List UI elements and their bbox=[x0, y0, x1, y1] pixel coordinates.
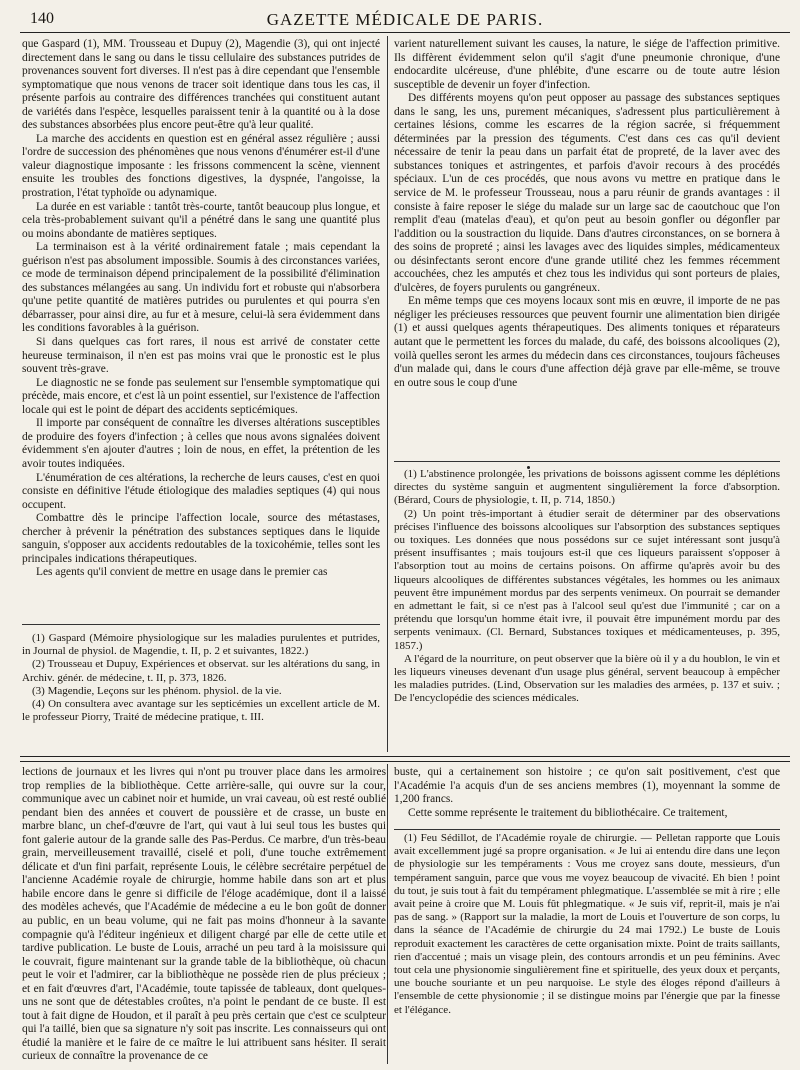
paragraph: Cette somme représente le traitement du bibliothécaire. Ce traitement, bbox=[408, 806, 728, 819]
paragraph: Combattre dès le principe l'affection locale, source des métastases, chercher à prévenir la pénétration des substances septiques dans le liquide sanguin, s'opposer aux accidents redoutables de la toxicohémie, telles sont les principales indications thérapeutiques. bbox=[22, 512, 380, 565]
column-lower-right bbox=[394, 766, 780, 826]
paragraph: varient naturellement suivant les causes, la nature, le siége de l'affection primitive. Ils diffèrent évidemment selon qu'il s'agit d'une pneumonie chronique, d'une endocardite ulcéreuse, d'une phlébite, d'une escarre ou de toute autre lésion susceptible de devenir un foyer d'infection. bbox=[394, 38, 780, 91]
section-divider bbox=[20, 756, 790, 762]
paragraph: lections de journaux et les livres qui n'ont pu trouver place dans les armoires trop remplies de la bibliothèque. Cette arrière-salle, qui ouvre sur la cour, communique avec un cabinet noir et humide, un vrai caveau, où est resté oublié pendant bien des années et couvert de poussière et de crasse, un buste en marbre blanc, un chef-d'œuvre de l'art, qui vaut à lui seul tous les bustes qui font galerie autour de la grande salle des Pas-Perdus. Ce marbre, d'un très-beau grain, merveilleusement travaillé, ciselé et poli, d'une touche extrêmement délicate et d'un fini parfait, représente Louis, le célèbre secrétaire perpétuel de l'ancienne Académie royale de chirurgie, homme habile dans son art et plus habile encore dans le genre si difficile de l'éloge académique, dont il a laissé des modèles achevés, que l'Académie de médecine a eu le bon goût de donner au public, en un beau volume, qui ne fait pas moins d'honneur à la savante compagnie qu'à l'éditeur ingénieux et diligent chargé par elle de cette utile et tardive publication. Le buste de Louis, arraché un peu tard à la moisissure qui le couvrait, figure maintenant sur la grande table de la bibliothèque, où chacun peut le voir et l'admirer, car la bibliothèque ne possède rien de plus précieux ; et en fait d'œuvres d'art, l'Académie, toute tapissée de tableaux, dont quelques-uns ne sont que de détestables croûtes, n'a point le pendant de ce buste. Il est tout à fait digne de Houdon, et il paraît à peu près certain que c'est ce sculpteur qui l'a taillé, bien que sa signature n'y soit pas inscrite. Les connaisseurs qui ont étudié la manière et le faire de ce maître le lui attribuent sans hésiter. Il serait curieux de connaître la provenance de ce bbox=[22, 766, 386, 1062]
footnotes-lower-right bbox=[394, 832, 780, 1062]
footnote-separator bbox=[394, 461, 780, 462]
column-upper-right bbox=[394, 38, 780, 458]
footnote: (2) Trousseau et Dupuy, Expériences et observat. sur les altérations du sang, in Archiv. génér. de médecine, t. II, p. 373, 1826. bbox=[22, 658, 380, 684]
paragraph: Si dans quelques cas fort rares, il nous est arrivé de constater cette heureuse terminaison, il n'en est pas moins vrai que le pronostic est le plus souvent très-grave. bbox=[22, 336, 380, 376]
column-divider bbox=[387, 36, 388, 752]
footnote: (4) On consultera avec avantage sur les septicémies un excellent article de M. le professeur Piorry, Traité de médecine pratique, t. III. bbox=[22, 698, 380, 724]
column-divider bbox=[387, 764, 388, 1064]
journal-title: GAZETTE MÉDICALE DE PARIS. bbox=[266, 10, 544, 29]
footnote-separator bbox=[394, 829, 780, 830]
footnote: (2) Un point très-important à étudier serait de déterminer par des observations précises l'influence des boissons alcooliques sur l'absorption des substances septiques ou toxiques. Les données que nous possédons sur ce sujet intéressant sont jusqu'à présent insuffisantes ; mais toujours est-il que ces liqueurs paraissent s'opposer à l'absorption tout au moins de certains poisons. On affirme qu'après avoir bu des liqueurs alcooliques de différentes substances végétales, les hommes ou les animaux peuvent être impunément mordus par des serpents venimeux. On pourrait se demander en admettant le fait, si ce n'est pas à l'alcool seul qu'est due l'immunité ; car on a prétendu que lorsqu'un homme était ivre, il pouvait être impunément mordu par des serpents venimaux. (Cl. Bernard, Substances toxiques et médicamenteuses, p. 395, 1857.) bbox=[394, 507, 780, 652]
column-upper-left bbox=[22, 38, 380, 616]
paragraph: La durée en est variable : tantôt très-courte, tantôt beaucoup plus longue, et cela très-probablement suivant qu'il a pénétré dans le sang une quantité plus ou moins abondante de matières septiques. bbox=[22, 200, 380, 240]
footnotes-upper-left bbox=[22, 632, 380, 750]
footnote: (3) Magendie, Leçons sur les phénom. physiol. de la vie. bbox=[32, 684, 282, 697]
paragraph: Le diagnostic ne se fonde pas seulement sur l'ensemble symptomatique qui précède, mais encore, et c'est là un point essentiel, sur l'existence de l'affection locale qui est le point de départ des accidents septicémiques. bbox=[22, 376, 380, 416]
paragraph: buste, qui a certainement son histoire ; ce qu'on sait positivement, c'est que l'Académie l'a acquis d'un de ses anciens membres (1), moyennant la somme de 1,200 francs. bbox=[394, 766, 780, 806]
footnotes-upper-right bbox=[394, 468, 780, 748]
footnote: (1) Feu Sédillot, de l'Académie royale de chirurgie. — Pelletan rapporte que Louis avait excellemment jugé sa propre organisation. « Je lui ai entendu dire dans une leçon de physiologie sur les tempéraments : Vous me croyez sans doute, messieurs, d'un tempérament sanguin, parce que vous me voyez beaucoup de vivacité. Eh bien ! point du tout, je suis tout à fait du tempérament phlegmatique. L'assemblée se mit à rire ; elle avait peine à croire que M. Louis fût phlegmatique. « Je suis vif, reprit-il, mais je n'ai pas de sang. » (Rapport sur la maladie, la mort de Louis et l'ouverture de son corps, lu dans la séance de l'Académie de chirurgie du 24 mai 1792.) Le buste de Louis reproduit exactement les caractères de cette organisation mixte. Point de traits saillants, rien d'accentué ; mais un visage plein, des contours arrondis et un peu féminins. Avec tout cela une physionomie singulièrement fine et spirituelle, des yeux doux et perçants, une bouche souriante et un peu narquoise. Le style des éloges répond d'ailleurs à l'ensemble de cette physionomie ; il se distingue moins par l'énergie que par la finesse et l'élégance. bbox=[394, 832, 780, 1016]
footnote: (1) L'abstinence prolongée, les privations de boissons agissent comme les déplétions directes du système sanguin et augmentent singulièrement la force d'absorption. (Bérard, Cours de physiologie, t. II, p. 714, 1850.) bbox=[394, 468, 780, 507]
paragraph: La marche des accidents en question est en général assez régulière ; aussi l'ordre de succession des phénomènes que nous venons d'énumérer est-il d'une valeur diagnostique imposante : les frissons commencent la scène, viennent ensuite les troubles des fonctions digestives, la dyspnée, l'angoisse, la prostration, l'état typhoïde ou adynamique. bbox=[22, 132, 380, 200]
paragraph: La terminaison est à la vérité ordinairement fatale ; mais cependant la guérison n'est pas absolument impossible. Soumis à des circonstances variées, ce mode de terminaison dépend principalement de la possibilité d'élimination des substances mélangées au sang. Un individu fort et robuste qui n'absorbera qu'une petite quantité de matières putrides ou purulentes et qui pourra s'en débarrasser, pour ainsi dire, au fur et à mesure, celui-là sera évidemment dans les conditions favorables à la guérison. bbox=[22, 241, 380, 335]
paragraph: Les agents qu'il convient de mettre en usage dans le premier cas bbox=[36, 566, 328, 579]
column-lower-left bbox=[22, 766, 386, 1062]
footnote-separator bbox=[22, 624, 380, 625]
paragraph: Il importe par conséquent de connaître les diverses altérations susceptibles de produire des foyers d'infection ; à celles que nous avons signalées doivent évidemment s'en ajouter d'autres ; loin de nous, en effet, la prétention de les avoir toutes indiquées. bbox=[22, 417, 380, 470]
paragraph: que Gaspard (1), MM. Trousseau et Dupuy (2), Magendie (3), qui ont injecté directement dans le sang ou dans le tissu cellulaire des substances putrides de provenances souvent fort diverses. Il n'est pas à dire cependant que l'ensemble symptomatique que nous venons de tracer soit identique dans tous les cas, il présente parfois au contraire des différences tranchées qui constituent autant de variétés dans l'espèce, lesquelles paraissent tenir à la quantité ou à la dose des substances absorbées plus encore peut-être qu'à leur qualité. bbox=[22, 38, 380, 132]
paragraph: En même temps que ces moyens locaux sont mis en œuvre, il importe de ne pas négliger les précieuses ressources que peuvent fournir une alimentation bien dirigée (1) et aussi quelques agents thérapeutiques. Des aliments toniques et réparateurs autant que le permettent les forces du malade, du café, des boissons alcooliques (2), voilà quelles seront les armes du médecin dans ces circonstances, toujours fâcheuses d'un malade qui, dans le cours d'une affection déjà grave par elle-même, se trouve en outre sous le coup d'une bbox=[394, 295, 780, 389]
paragraph: L'énumération de ces altérations, la recherche de leurs causes, c'est en quoi consiste en définitive l'étude étiologique des maladies septiques (4) qui nous occupent. bbox=[22, 471, 380, 511]
paragraph: Des différents moyens qu'on peut opposer au passage des substances septiques dans le sang, les uns, purement mécaniques, s'adressent plus particulièrement à certaines lésions, comme les escarres de la région sacrée, si fréquemment déterminées par la pression des téguments. C'est dans ces cas qu'il devient nécessaire de tenir la peau dans un parfait état de propreté, de la laver avec des substances toniques et astringentes, et parfois d'avoir recours à des procédés spéciaux. L'un de ces procédés, que nous avons vu mettre en pratique dans le service de M. le professeur Trousseau, nous a paru réunir de grands avantages : il consiste à faire reposer le siége du malade sur un large sac de caoutchouc que l'on remplit d'eau (matelas d'eau), et qu'on peut au besoin gonfler ou dégonfler par l'addition ou la soustraction du liquide. Dans d'autres circonstances, on se bornera à des soins de propreté ; ainsi les lavages avec des liquides simples, médicamenteux ou désinfectants seront encore d'une grande utilité chez les femmes récemment accouchées, chez les amputés et chez tous les individus qui sont porteurs de plaies, d'ulcères, de foyers purulents ou gangréneux. bbox=[394, 92, 780, 294]
footnote: (1) Gaspard (Mémoire physiologique sur les maladies purulentes et putrides, in Journal de physiol. de Magendie, t. II, p. 2 et suivantes, 1822.) bbox=[22, 632, 380, 658]
page-header bbox=[20, 8, 790, 33]
footnote: A l'égard de la nourriture, on peut observer que la bière où il y a du houblon, le vin et les liqueurs vineuses devenant d'un usage plus général, servent beaucoup à empêcher les maladies putrides. (Lind, Observation sur les maladies des armées, p. 137 et suiv. ; De l'encyclopédie des sciences médicales. bbox=[394, 652, 780, 705]
page-number: 140 bbox=[30, 10, 54, 27]
